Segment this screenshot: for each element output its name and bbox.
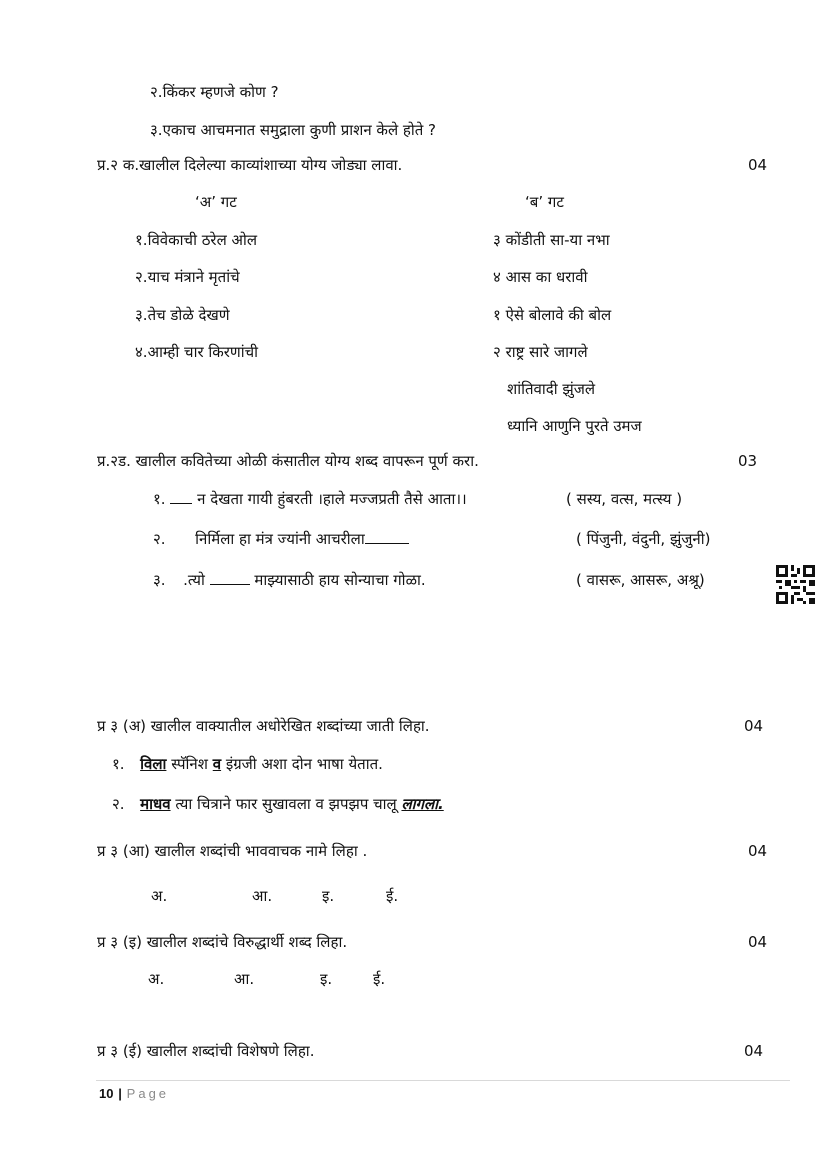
underlined-word: लागला. <box>401 795 444 813</box>
footer-divider <box>96 1080 790 1081</box>
column-a-header: ‘अ’ गट <box>195 193 237 211</box>
line-number: २. <box>153 530 166 548</box>
section-2d-marks: 03 <box>738 452 758 470</box>
section-2d-line-2 <box>153 529 409 549</box>
question-2-text: २.किंकर म्हणजे कोण ? <box>150 83 279 101</box>
line-text-post: माझ्यासाठी हाय सोन्याचा गोळा. <box>254 571 426 589</box>
section-2k-heading: प्र.२ क.खालील दिलेल्या काव्यांशाच्या योग्य जोड्या लावा. <box>97 156 403 174</box>
line-text: इंग्रजी अशा दोन भाषा येतात. <box>221 755 383 773</box>
line-number: २. <box>112 795 125 813</box>
section-3aa-heading: प्र ३ (आ) खालील शब्दांची भाववाचक नामे लिहा . <box>97 842 368 860</box>
page-footer <box>99 1083 169 1104</box>
answer-option: ई. <box>373 970 386 988</box>
question-3-text: ३.एकाच आचमनात समुद्राला कुणी प्राशन केले होते ? <box>150 121 437 139</box>
line-number: १. <box>153 490 166 508</box>
section-3ii-heading: प्र ३ (ई) खालील शब्दांची विशेषणे लिहा. <box>97 1042 315 1060</box>
section-3aa-marks: 04 <box>748 842 768 860</box>
fill-blank <box>210 570 250 585</box>
column-b-item: १ ऐसे बोलावे की बोल <box>493 306 612 324</box>
line-text: न देखता गायी हुंबरती ।हाले मज्जप्रती तैसे आता।। <box>197 490 467 508</box>
section-3a-line-2 <box>112 794 444 814</box>
page-label: Page <box>126 1086 170 1101</box>
section-3a-marks: 04 <box>744 717 764 735</box>
column-a-item: २.याच मंत्राने मृतांचे <box>135 268 240 286</box>
column-b-header: ‘ब’ गट <box>525 193 564 211</box>
column-a-item: १.विवेकाची ठरेल ओल <box>135 231 258 249</box>
section-2d-options-3: ( वासरू, आसरू, अश्रू) <box>576 571 705 589</box>
line-text: स्पॅनिश <box>166 755 213 773</box>
underlined-word: माधव <box>140 795 171 813</box>
column-b-item: शांतिवादी झुंजले <box>507 380 596 398</box>
section-3i-heading: प्र ३ (इ) खालील शब्दांचे विरुद्धार्थी शब्द लिहा. <box>97 933 348 951</box>
qr-code-icon <box>776 565 815 604</box>
line-number: १. <box>112 755 125 773</box>
section-3ii-marks: 04 <box>744 1042 764 1060</box>
column-b-item: २ राष्ट्र सारे जागले <box>493 343 588 361</box>
section-2d-heading: प्र.२ड. खालील कवितेच्या ओळी कंसातील योग्य शब्द वापरून पूर्ण करा. <box>97 452 479 470</box>
answer-option: इ. <box>322 887 335 905</box>
fill-blank <box>365 529 409 544</box>
line-text: निर्मिला हा मंत्र ज्यांनी आचरीला <box>195 530 365 548</box>
answer-option: ई. <box>386 887 399 905</box>
underlined-word: व <box>212 755 222 773</box>
section-2k-marks: 04 <box>748 156 768 174</box>
section-3a-line-1 <box>112 754 383 774</box>
column-a-item: ४.आम्ही चार किरणांची <box>135 343 259 361</box>
column-b-item: ३ कोंडीती सा-या नभा <box>493 231 610 249</box>
fill-blank <box>170 489 192 504</box>
answer-option: आ. <box>234 970 255 988</box>
column-a-item: ३.तेच डोळे देखणे <box>135 306 230 324</box>
column-b-item: ४ आस का धरावी <box>493 268 588 286</box>
column-b-item: ध्यानि आणुनि पुरते उमज <box>507 417 642 435</box>
section-3i-marks: 04 <box>748 933 768 951</box>
answer-option: इ. <box>320 970 333 988</box>
section-3a-heading: प्र ३ (अ) खालील वाक्यातील अधोरेखित शब्दांच्या जाती लिहा. <box>97 717 430 735</box>
answer-option: अ. <box>151 887 168 905</box>
section-2d-line-1 <box>153 489 467 509</box>
underlined-word: विला <box>140 755 167 773</box>
footer-separator: | <box>118 1086 122 1101</box>
line-text: त्या चित्राने फार सुखावला व झपझप चालू <box>170 795 402 813</box>
section-2d-line-3 <box>153 570 426 590</box>
answer-option: आ. <box>252 887 273 905</box>
section-2d-options-2: ( पिंजुनी, वंदुनी, झुंजुनी) <box>576 530 711 548</box>
line-text-pre: .त्यो <box>183 571 205 589</box>
section-2d-options-1: ( सस्य, वत्स, मत्स्य ) <box>566 490 683 508</box>
answer-option: अ. <box>148 970 165 988</box>
line-number: ३. <box>153 571 166 589</box>
page-number: 10 <box>99 1086 114 1101</box>
